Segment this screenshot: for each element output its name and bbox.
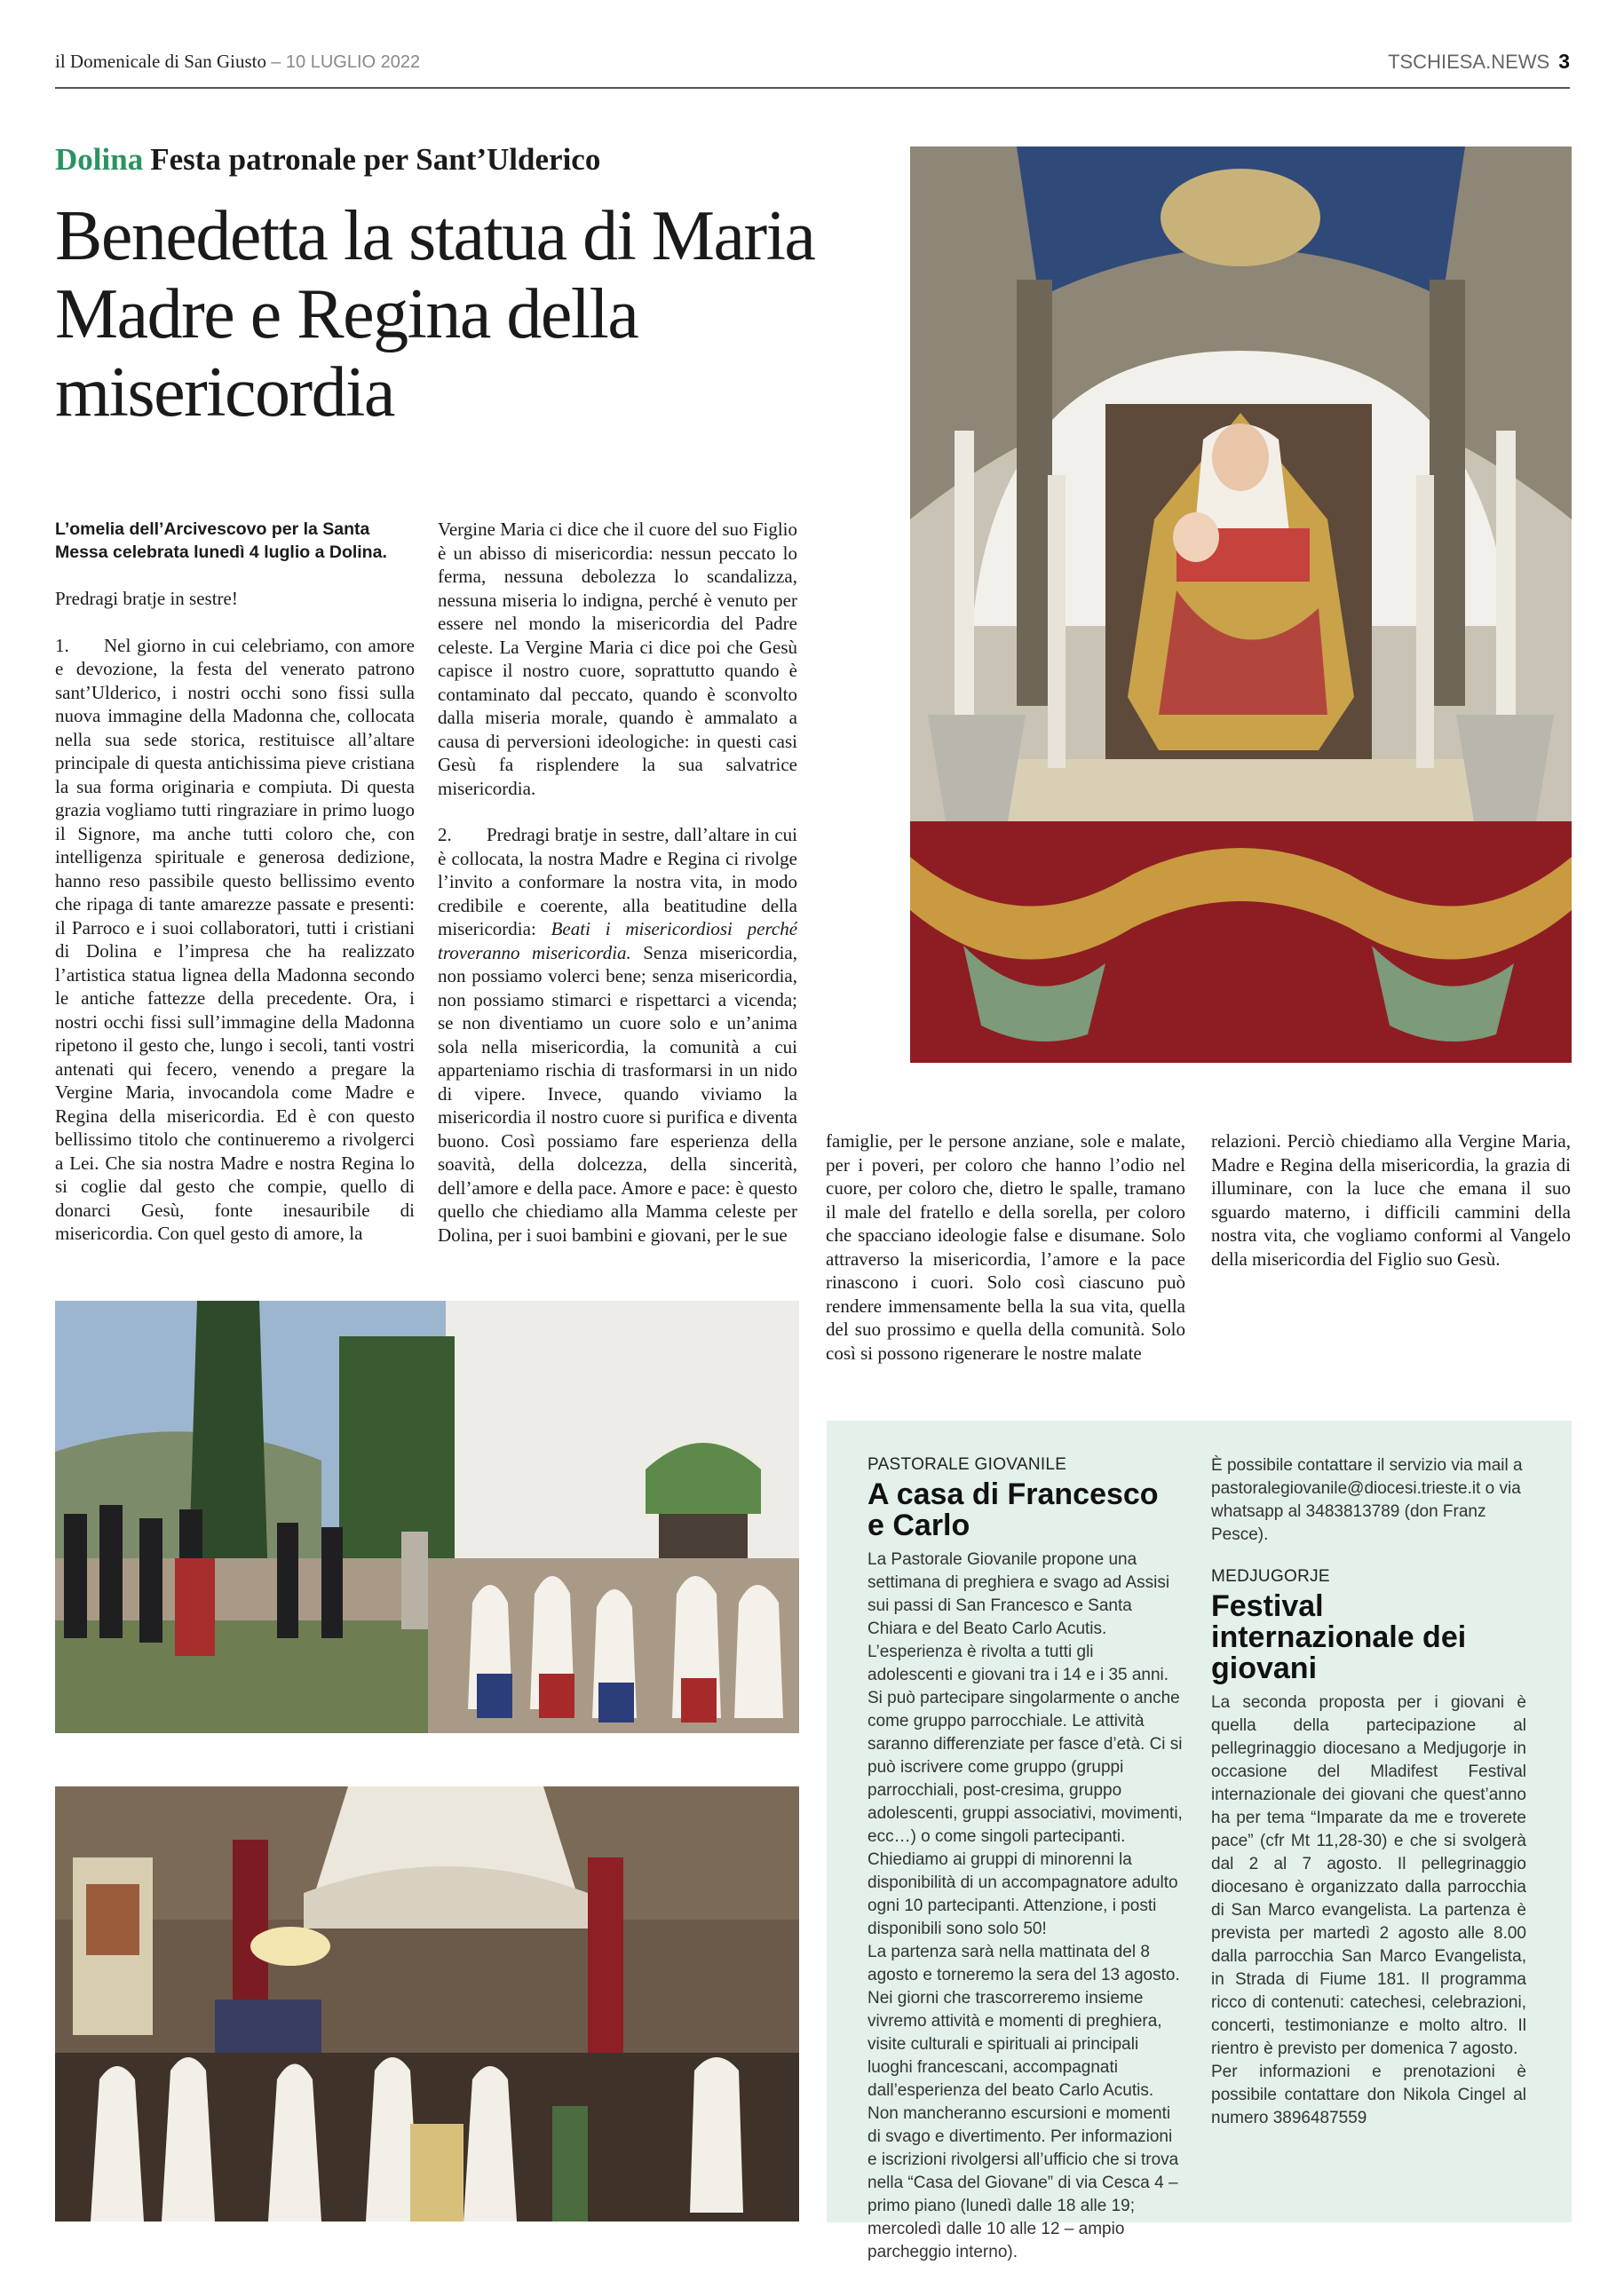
site-name: TSCHIESA.NEWS [1388,51,1550,73]
medjugorje-paragraph-2: Per informazioni e prenotazioni è possibile contattare don Nikola Cingel al numero 3896487559 [1211,2063,1526,2127]
article-paragraph-2 [438,823,797,1247]
publication-name: il Domenicale di San Giusto [55,51,266,72]
article-paragraph-1 [55,634,415,1246]
issue-date: – 10 LUGLIO 2022 [271,52,421,72]
paragraph-number: 2. [438,824,452,845]
medjugorje-paragraph-1: La seconda proposta per i giovani è quella della partecipazione al pellegrinaggio diocesano a Medjugorje in occasione del Mladifest Festival internazionale dei giovani che quest’anno ha per tema “Imparate da me e troverete pace” (cfr Mt 11,28-30) e che si svolgerà dal 2 al 7 agosto. Il pellegrinaggio diocesano è organizzato dalla parrocchia di San Marco evangelista. La partenza è prevista per martedì 2 agosto alle 8.00 dalla parrocchia San Marco Evangelista, in Strada di Fiume 181. Il programma ricco di contenuti: catechesi, celebrazioni, concerti, testimonianze e molto altro. Il rientro è previsto per domenica 7 agosto. [1211,1693,1526,2058]
sidebar-youth [867,1454,1183,2264]
article-paragraph-2 [826,1129,1185,1365]
article-column-3 [826,1129,1185,1378]
header-publication [55,50,420,74]
paragraph-1-text: Vergine Maria ci dice che il cuore del suo Figlio è un abisso di misericordia: nessun peccato lo ferma, nessuna debolezza lo scandalizza, nessuna miseria lo indigna, perché è venuto per essere nel mondo la misericordia del Padre celeste. La Vergine Maria ci dice poi che Gesù capisce il nostro cuore, soprattutto quando è contaminato dal peccato, quando è sconvolto dalla miseria morale, quando è ammalato a causa di perversioni ideologiche: in questi casi Gesù fa risplendere la sua salvatrice misericordia. [438,519,797,799]
page-number: 3 [1558,50,1570,73]
article-column-2 [438,518,797,1263]
article-column-1 [55,518,415,1263]
photo-procession-outdoor [55,1301,799,1733]
photo-church-interior [55,1786,799,2222]
youth-paragraph-2: La partenza sarà nella mattinata del 8 agosto e torneremo la sera del 13 agosto. Nei giorni che trascorreremo insieme vivremo attività e momenti di preghiera, visite culturali e spirituali ai principali luoghi francescani, accompagnati dall’esperienza del beato Carlo Acutis. Non mancheranno escursioni e momenti di svago e divertimento. Per informazioni e iscrizioni rivolgersi all’ufficio che si trova nella “Casa del Giovane” di via Cesca 4 – primo piano (lunedì dalle 18 alle 19; mercoledì dalle 10 alle 12 – ampio parcheggio interno). [867,1943,1180,2261]
paragraph-2-text-b: relazioni. Perciò chiediamo alla Vergine Maria, Madre e Regina della misericordia, la grazia di illuminare, con la luce che emana il suo sguardo materno, i difficili cammini della nostra vita, che vogliamo conformi al Vangelo della misericordia del Figlio suo Gesù. [1211,1130,1571,1270]
paragraph-2-text-b: famiglie, per le persone anziane, sole e malate, per i poveri, per coloro che hanno l’odio nel cuore, per coloro che, dietro le spalle, tramano il male del fratello e della sorella, per coloro che spacciano ideologie false e disumane. Solo attraverso la misericordia, l’amore e la pace rinascono i cuori. Solo così ciascuno può rendere immensamente bella la sua vita, quella del suo prossimo e quella della comunità. Solo così si possono rigenerare le nostre malate [826,1130,1185,1364]
paragraph-number: 1. [55,634,69,656]
paragraph-1-text: Nel giorno in cui celebriamo, con amore e devozione, la festa del venerato patrono sant’Ulderico, i nostri occhi sono fissi sulla nuova immagine della Madonna che, collocata nella sua sede storica, restituisce all’altare principale di questa antichissima pieve cristiana la sua forma originaria e compiuta. Di questa grazia vogliamo tutti ringraziare in primo luogo il Signore, ma anche tutti coloro che, con intelligenza spirituale e generosa dedizione, hanno reso passibile questo bellissimo evento che ripaga di tante amarezze passate e presenti: il Parroco e i suoi collaboratori, tutti i cristiani di Dolina e l’impresa che ha realizzato l’artistica statua lignea della Madonna secondo le antiche fattezze della precedente. Ora, i nostri occhi fissi sull’immagine della Madonna ripetono il gesto che, lungo i secoli, tanti vostri antenati qui fecero, venendo a pregare la Vergine Maria, invocandola come Madre e Regina della misericordia. Ed è con questo bellissimo titolo che continueremo a rivolgerci a Lei. Che sia nostra Madre e nostra Regina lo si coglie dal gesto che compie, quello di donarci Gesù, fonte inesauribile di misericordia. Con quel gesto di amore, la [55,634,415,1244]
article-headline: Benedetta la statua di Maria Madre e Regina della misericordia [55,197,815,432]
medjugorje-title: Festival internazionale dei giovani [1211,1589,1467,1685]
sidebar-medjugorje [1211,1454,1526,2130]
procession-outdoor-image [55,1301,799,1733]
medjugorje-section-label: MEDJUGORJE [1211,1567,1330,1586]
article-kicker [55,142,600,178]
sidebar-box [827,1421,1572,2261]
youth-title: A casa di Francesco e Carlo [867,1477,1159,1542]
article-lead: L’omelia dell’Arcivescovo per la Santa Messa celebrata lunedì 4 luglio a Dolina. [55,519,387,562]
article-column-4 [1211,1129,1571,1378]
kicker-topic: Festa patronale per Sant’Ulderico [150,142,601,177]
youth-section-label: PASTORALE GIOVANILE [867,1455,1067,1474]
beatitude-quote: Beati i misericordiosi perché troveranno misericordia. [438,918,797,963]
article-paragraph-2 [1211,1129,1571,1271]
article-paragraph-1 [438,518,797,800]
youth-paragraph-3: È possibile contattare il servizio via mail a pastoralegiovanile@diocesi.trieste.it o via whatsapp al 3483813789 (don Franz Pesce). [1211,1456,1523,1544]
paragraph-2-text-b: Senza misericordia, non possiamo volerci bene; senza misericordia, non possiamo stimarci e rispettarci a vicenda; se non diventiamo un cuore solo e un’anima sola nella misericordia, la comunità a cui apparteniamo rischia di trasformarsi in un nido di vipere. Invece, quando viviamo la misericordia il nostro cuore si purifica e diventa buono. Così possiamo fare esperienza della soavità, della dolcezza, della sincerità, dell’amore e della pace. Amore e pace: è questo quello che chiediamo alla Mamma celeste per Dolina, per i suoi bambini e giovani, per le sue [438,941,797,1246]
youth-paragraph-1: La Pastorale Giovanile propone una settimana di preghiera e svago ad Assisi sui passi di San Francesco e Santa Chiara e del Beato Carlo Acutis. L’esperienza è rivolta a tutti gli adolescenti e giovani tra i 14 e i 35 anni. Si può partecipare singolarmente o anche come gruppo parrocchiale. Le attività saranno differenziate per fasce d’età. Ci si può iscrivere come gruppo (gruppi parrocchiali, post-cresima, gruppo adolescenti, gruppi associativi, movimenti, ecc…) o come singoli partecipanti. Chiediamo ai gruppi di minorenni la disponibilità di un accompagnatore adulto ogni 10 partecipanti. Attenzione, i posti disponibili sono solo 50! [867,1550,1183,1938]
photo-madonna-statue [910,147,1572,1063]
kicker-place: Dolina [55,142,144,177]
article-greeting: Predragi bratje in sestre! [55,588,238,609]
madonna-statue-image [910,147,1572,1063]
header-site [1388,50,1570,74]
church-interior-image [55,1786,799,2222]
running-header [55,50,1570,89]
paragraph-2-text-a: Predragi bratje in sestre, dall’altare in cui è collocata, la nostra Madre e Regina ci rivolge l’invito a conformare la nostra vita, in modo credibile e coerente, alla beatitudine della misericordia: [438,824,797,939]
